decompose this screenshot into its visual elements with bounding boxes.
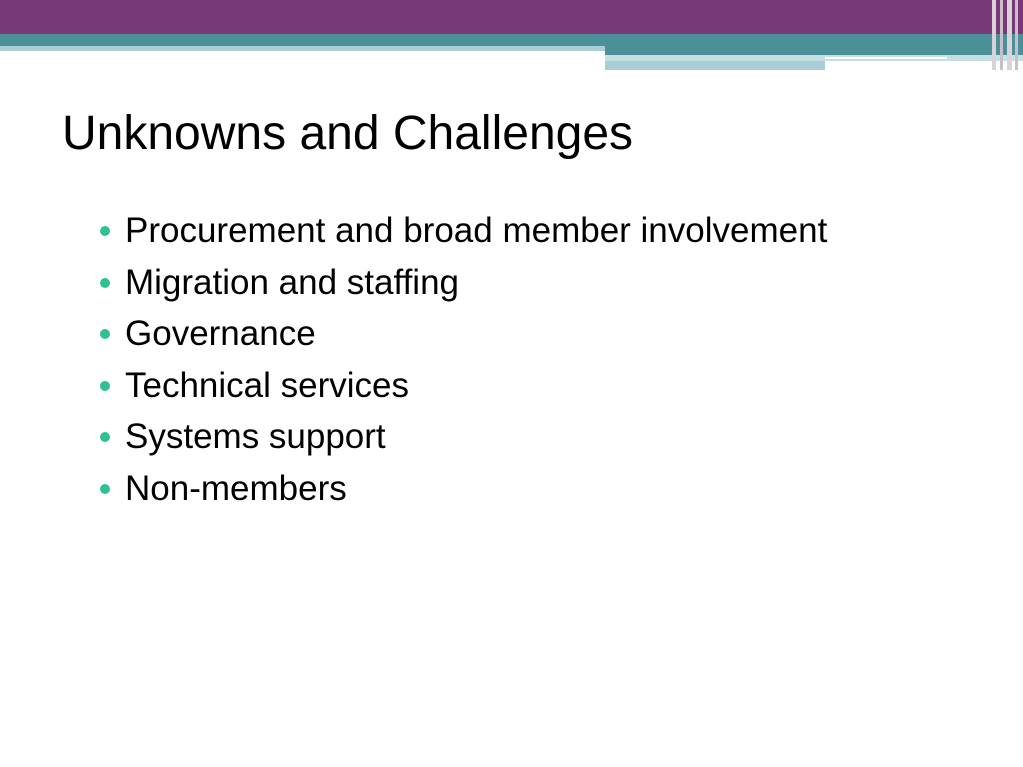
bullet-dot-icon bbox=[100, 226, 110, 236]
bullet-dot-icon bbox=[100, 381, 110, 391]
corner-stripe bbox=[992, 0, 996, 70]
bullet-text: Migration and staffing bbox=[125, 262, 460, 302]
bullet-dot-icon bbox=[100, 484, 110, 494]
header-band-purple bbox=[0, 0, 1023, 34]
bullet-text: Governance bbox=[125, 314, 316, 353]
corner-stripe bbox=[1015, 0, 1018, 70]
bullet-text: Procurement and broad member involvement bbox=[125, 211, 828, 250]
corner-stripe bbox=[1007, 0, 1012, 70]
header-band-pale-right-lower bbox=[605, 61, 825, 70]
bullet-text: Non-members bbox=[125, 468, 347, 508]
bullet-dot-icon bbox=[100, 278, 110, 288]
header-band-teal-right bbox=[605, 46, 1023, 55]
bullet-dot-icon bbox=[100, 329, 110, 339]
header-band-teal bbox=[0, 34, 1023, 46]
header-accent-line bbox=[825, 57, 947, 59]
corner-stripe bbox=[1000, 0, 1003, 70]
slide-title: Unknowns and Challenges bbox=[62, 107, 634, 160]
header-band-light bbox=[0, 46, 605, 51]
bullet-text: Technical services bbox=[125, 365, 409, 405]
bullet-dot-icon bbox=[100, 432, 110, 442]
bullet-text: Systems support bbox=[125, 417, 386, 456]
